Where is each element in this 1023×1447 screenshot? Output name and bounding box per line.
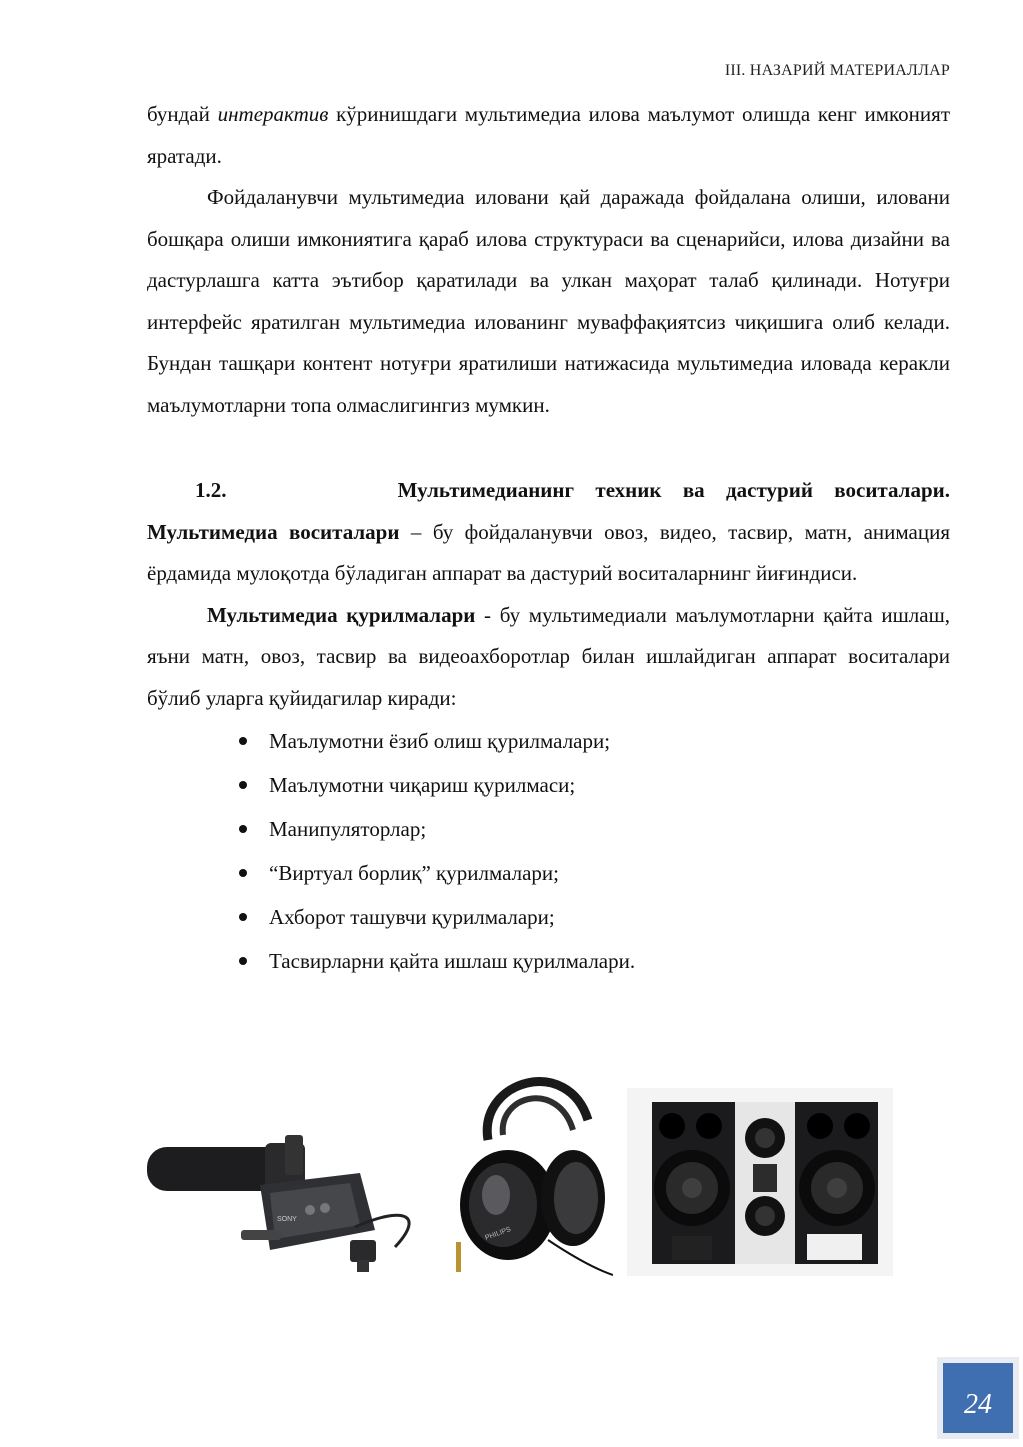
definition-media-devices: Мультимедиа қурилмалари - бу мультимедиали маълумотларни қайта ишлаш, яъни матн, овоз, тасвир ва видеоахборотлар билан ишлайдиган аппарат воситалари бўлиб уларга қуйидагилар киради:: [147, 602, 950, 710]
section-title: Мультимедианинг техник ва дастурий воситалари.: [397, 478, 950, 502]
headphones-brand: PHILIPS: [484, 1226, 512, 1242]
microphone-image: [145, 1135, 445, 1280]
running-header: III. НАЗАРИЙ МАТЕРИАЛЛАР: [724, 62, 950, 79]
paragraph-intro: бундай интерактив кўринишдаги мультимедиа илова маълумот олишда кенг имконият яратади.: [147, 102, 950, 168]
list-item: Маълумотни ёзиб олиш қурилмалари;: [237, 719, 950, 763]
emphasis-interactive: интерактив: [217, 102, 329, 126]
list-item: Ахборот ташувчи қурилмалари;: [237, 895, 950, 939]
list-item: “Виртуал борлиқ” қурилмалари;: [237, 851, 950, 895]
device-list: [147, 719, 950, 983]
speaker-image: [627, 1088, 893, 1276]
term-media-devices: Мультимедиа қурилмалари: [207, 602, 476, 627]
device-images: [0, 1060, 1023, 1280]
page-number: 24: [943, 1363, 1013, 1433]
microphone-brand: SONY: [277, 1216, 297, 1223]
list-item: Манипуляторлар;: [237, 807, 950, 851]
headphones-image: [448, 1060, 613, 1276]
list-item: Тасвирларни қайта ишлаш қурилмалари.: [237, 939, 950, 983]
section-number: 1.2.: [195, 478, 227, 502]
definition-media-tools: Мультимедиа воситалари – бу фойдаланувчи овоз, видео, тасвир, матн, анимация ёрдамида мулоқотда бўладиган аппарат ва дастурий воситаларнинг йиғиндиси.: [147, 519, 950, 585]
page-body: [147, 94, 950, 983]
section-heading: [147, 470, 950, 512]
paragraph-usability: Фойдаланувчи мультимедиа иловани қай даражада фойдалана олиши, иловани бошқара олиши имкониятига қараб илова структураси ва сценарийси, илова дизайни ва дастурлашга катта эътибор қаратилади ва улкан маҳорат талаб қилинади. Нотуғри интерфейс яратилган мультимедиа илованинг муваффақиятсиз чиқишига олиб келади. Бундан ташқари контент нотуғри яратилиши натижасида мультимедиа иловада керакли маълумотларни топа олмаслигингиз мумкин.: [147, 185, 950, 417]
list-item: Маълумотни чиқариш қурилмаси;: [237, 763, 950, 807]
term-media-tools: Мультимедиа воситалари: [147, 519, 400, 544]
